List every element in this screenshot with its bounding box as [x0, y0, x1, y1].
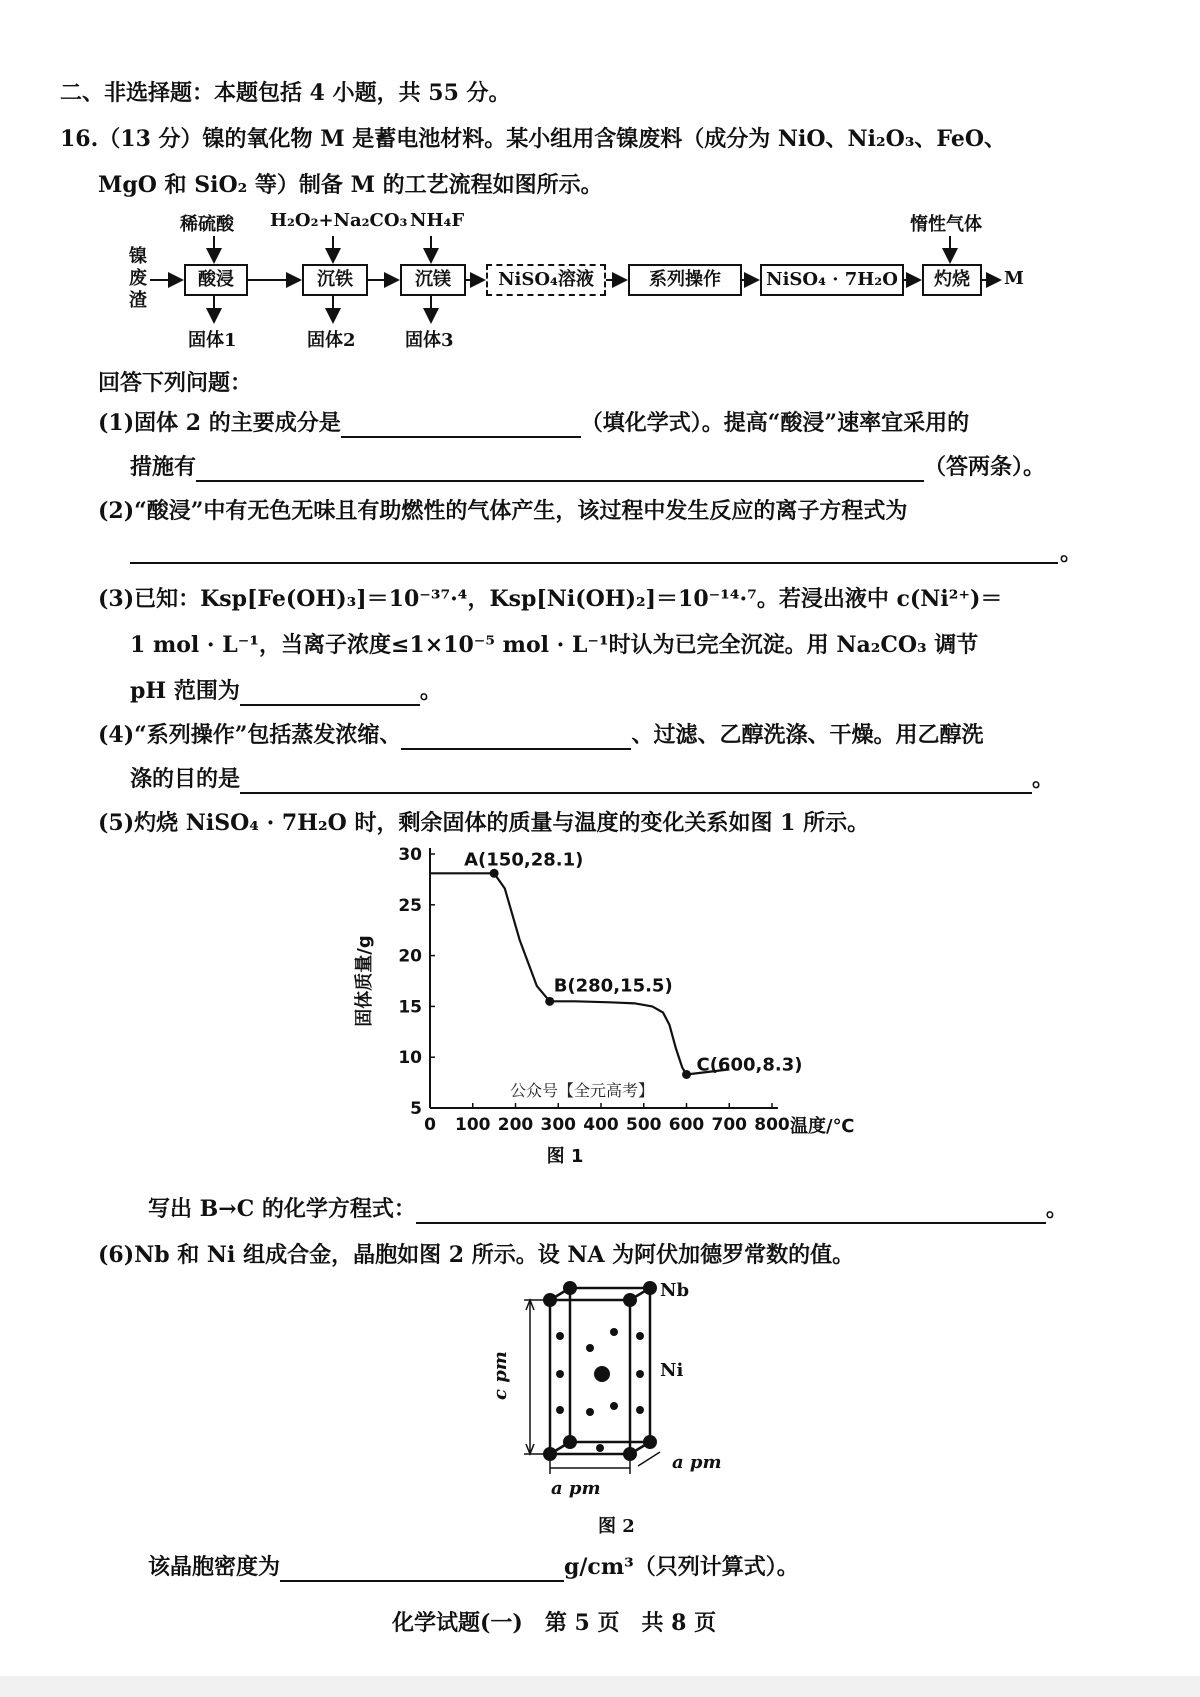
flow-output-m: M	[1004, 268, 1024, 289]
reagent-inert-gas: 惰性气体	[910, 214, 982, 235]
watermark-text: 公众号【全元高考】	[510, 1081, 655, 1100]
answer-blank-ethanol-purpose	[240, 770, 1032, 794]
crystal-label-nb: Nb	[660, 1280, 690, 1301]
figure1-mass-temperature-chart	[340, 840, 880, 1170]
answer-blank-density	[280, 1558, 564, 1582]
data-point-label: B(280,15.5)	[553, 975, 673, 997]
part3-line3: pH 范围为 。	[130, 678, 442, 704]
reagent-h2o2-na2co3: H₂O₂+Na₂CO₃	[270, 210, 408, 231]
flow-arrows	[0, 0, 1200, 360]
x-tick-label: 100	[455, 1115, 491, 1135]
figure2-caption: 图 2	[598, 1516, 635, 1537]
y-axis-label: 固体质量/g	[354, 935, 375, 1027]
step-calcination: 灼烧	[922, 264, 982, 296]
part5-line1: (5)灼烧 NiSO₄ · 7H₂O 时，剩余固体的质量与温度的变化关系如图 1 所示。	[98, 810, 870, 836]
part6-line1: (6)Nb 和 Ni 组成合金，晶胞如图 2 所示。设 NA 为阿伏加德罗常数的值。	[98, 1242, 855, 1268]
step-series-operations: 系列操作	[628, 264, 742, 296]
part3-line1: (3)已知：Ksp[Fe(OH)₃]＝10⁻³⁷·⁴，Ksp[Ni(OH)₂]＝10⁻¹⁴·⁷。若浸出液中 c(Ni²⁺)＝	[98, 586, 1003, 612]
question-intro-line2: MgO 和 SiO₂ 等）制备 M 的工艺流程如图所示。	[98, 172, 603, 198]
step-acid-leach: 酸浸	[184, 264, 248, 296]
step-magnesium-removal: 沉镁	[400, 264, 466, 296]
x-axis-label: 温度/℃	[790, 1116, 855, 1137]
part4-line2: 涤的目的是 。	[130, 766, 1055, 792]
crystal-label-a-side: a pm	[672, 1452, 722, 1473]
x-tick-label: 200	[497, 1115, 534, 1135]
reagent-sulfuric-acid: 稀硫酸	[180, 214, 234, 235]
crystal-label-ni: Ni	[660, 1360, 684, 1381]
y-tick-label: 5	[410, 1099, 422, 1119]
part3-line2: 1 mol · L⁻¹，当离子浓度≤1×10⁻⁵ mol · L⁻¹时认为已完全沉淀。用 Na₂CO₃ 调节	[130, 632, 979, 658]
answer-blank-solid2	[341, 414, 581, 438]
figure2-crystal-cell	[490, 1270, 750, 1540]
answer-blank-chemical-equation	[416, 1200, 1046, 1224]
data-point-label: A(150,28.1)	[464, 849, 584, 871]
answer-line-ionic-equation	[130, 562, 1058, 564]
reagent-nh4f: NH₄F	[410, 210, 465, 231]
part4-line1: (4)“系列操作”包括蒸发浓缩、 、过滤、乙醇洗涤、干燥。用乙醇洗	[98, 722, 984, 748]
y-tick-label: 20	[398, 946, 422, 967]
page-footer: 化学试题(一) 第 5 页 共 8 页	[392, 1610, 717, 1636]
x-tick-label: 500	[626, 1115, 662, 1135]
section-header: 二、非选择题：本题包括 4 小题，共 55 分。	[60, 80, 511, 106]
crystal-label-c: c pm	[490, 1351, 511, 1400]
answer-prompt: 回答下列问题：	[98, 370, 253, 396]
step-niso4-heptahydrate: NiSO₄ · 7H₂O	[760, 264, 904, 296]
x-tick-label: 700	[711, 1115, 747, 1135]
solid-2-label: 固体2	[307, 330, 356, 351]
crystal-label-a-bottom: a pm	[551, 1478, 601, 1499]
part1-line1: (1)固体 2 的主要成分是 （填化学式）。提高“酸浸”速率宜采用的	[98, 410, 970, 436]
data-point-label: C(600,8.3)	[696, 1054, 803, 1076]
x-tick-label: 400	[583, 1115, 619, 1135]
answer-blank-ph-range	[240, 682, 420, 706]
figure1-caption: 图 1	[546, 1146, 584, 1167]
part2-line1: (2)“酸浸”中有无色无味且有助燃性的气体产生，该过程中发生反应的离子方程式为	[98, 498, 908, 524]
data-point	[682, 1070, 691, 1079]
x-tick-label: 300	[540, 1115, 576, 1135]
flow-input-label: 镍废渣	[129, 246, 147, 311]
mass-curve	[430, 873, 729, 1074]
solid-3-label: 固体3	[405, 330, 454, 351]
y-tick-label: 15	[398, 997, 422, 1018]
part5-line2: 写出 B→C 的化学方程式： 。	[148, 1196, 1068, 1222]
x-tick-label: 0	[424, 1115, 436, 1135]
y-tick-label: 10	[398, 1048, 422, 1069]
y-tick-label: 30	[398, 845, 422, 865]
step-niso4-solution: NiSO₄溶液	[486, 264, 606, 296]
step-iron-removal: 沉铁	[302, 264, 368, 296]
answer-blank-operation	[401, 726, 631, 750]
page-bottom-bar	[0, 1676, 1200, 1697]
part6-line2: 该晶胞密度为 g/cm³（只列计算式）。	[148, 1554, 799, 1580]
x-tick-label: 800	[754, 1115, 790, 1135]
question-intro-line1: 16.（13 分）镍的氧化物 M 是蓄电池材料。某小组用含镍废料（成分为 NiO、Ni₂O₃、FeO、	[60, 126, 1006, 152]
part1-line2: 措施有 （答两条）。	[130, 454, 1046, 480]
answer-blank-measures	[196, 458, 924, 482]
data-point	[545, 997, 554, 1006]
y-tick-label: 25	[398, 895, 422, 916]
period-mark: 。	[1060, 540, 1083, 566]
solid-1-label: 固体1	[188, 330, 237, 351]
x-tick-label: 600	[668, 1115, 705, 1135]
